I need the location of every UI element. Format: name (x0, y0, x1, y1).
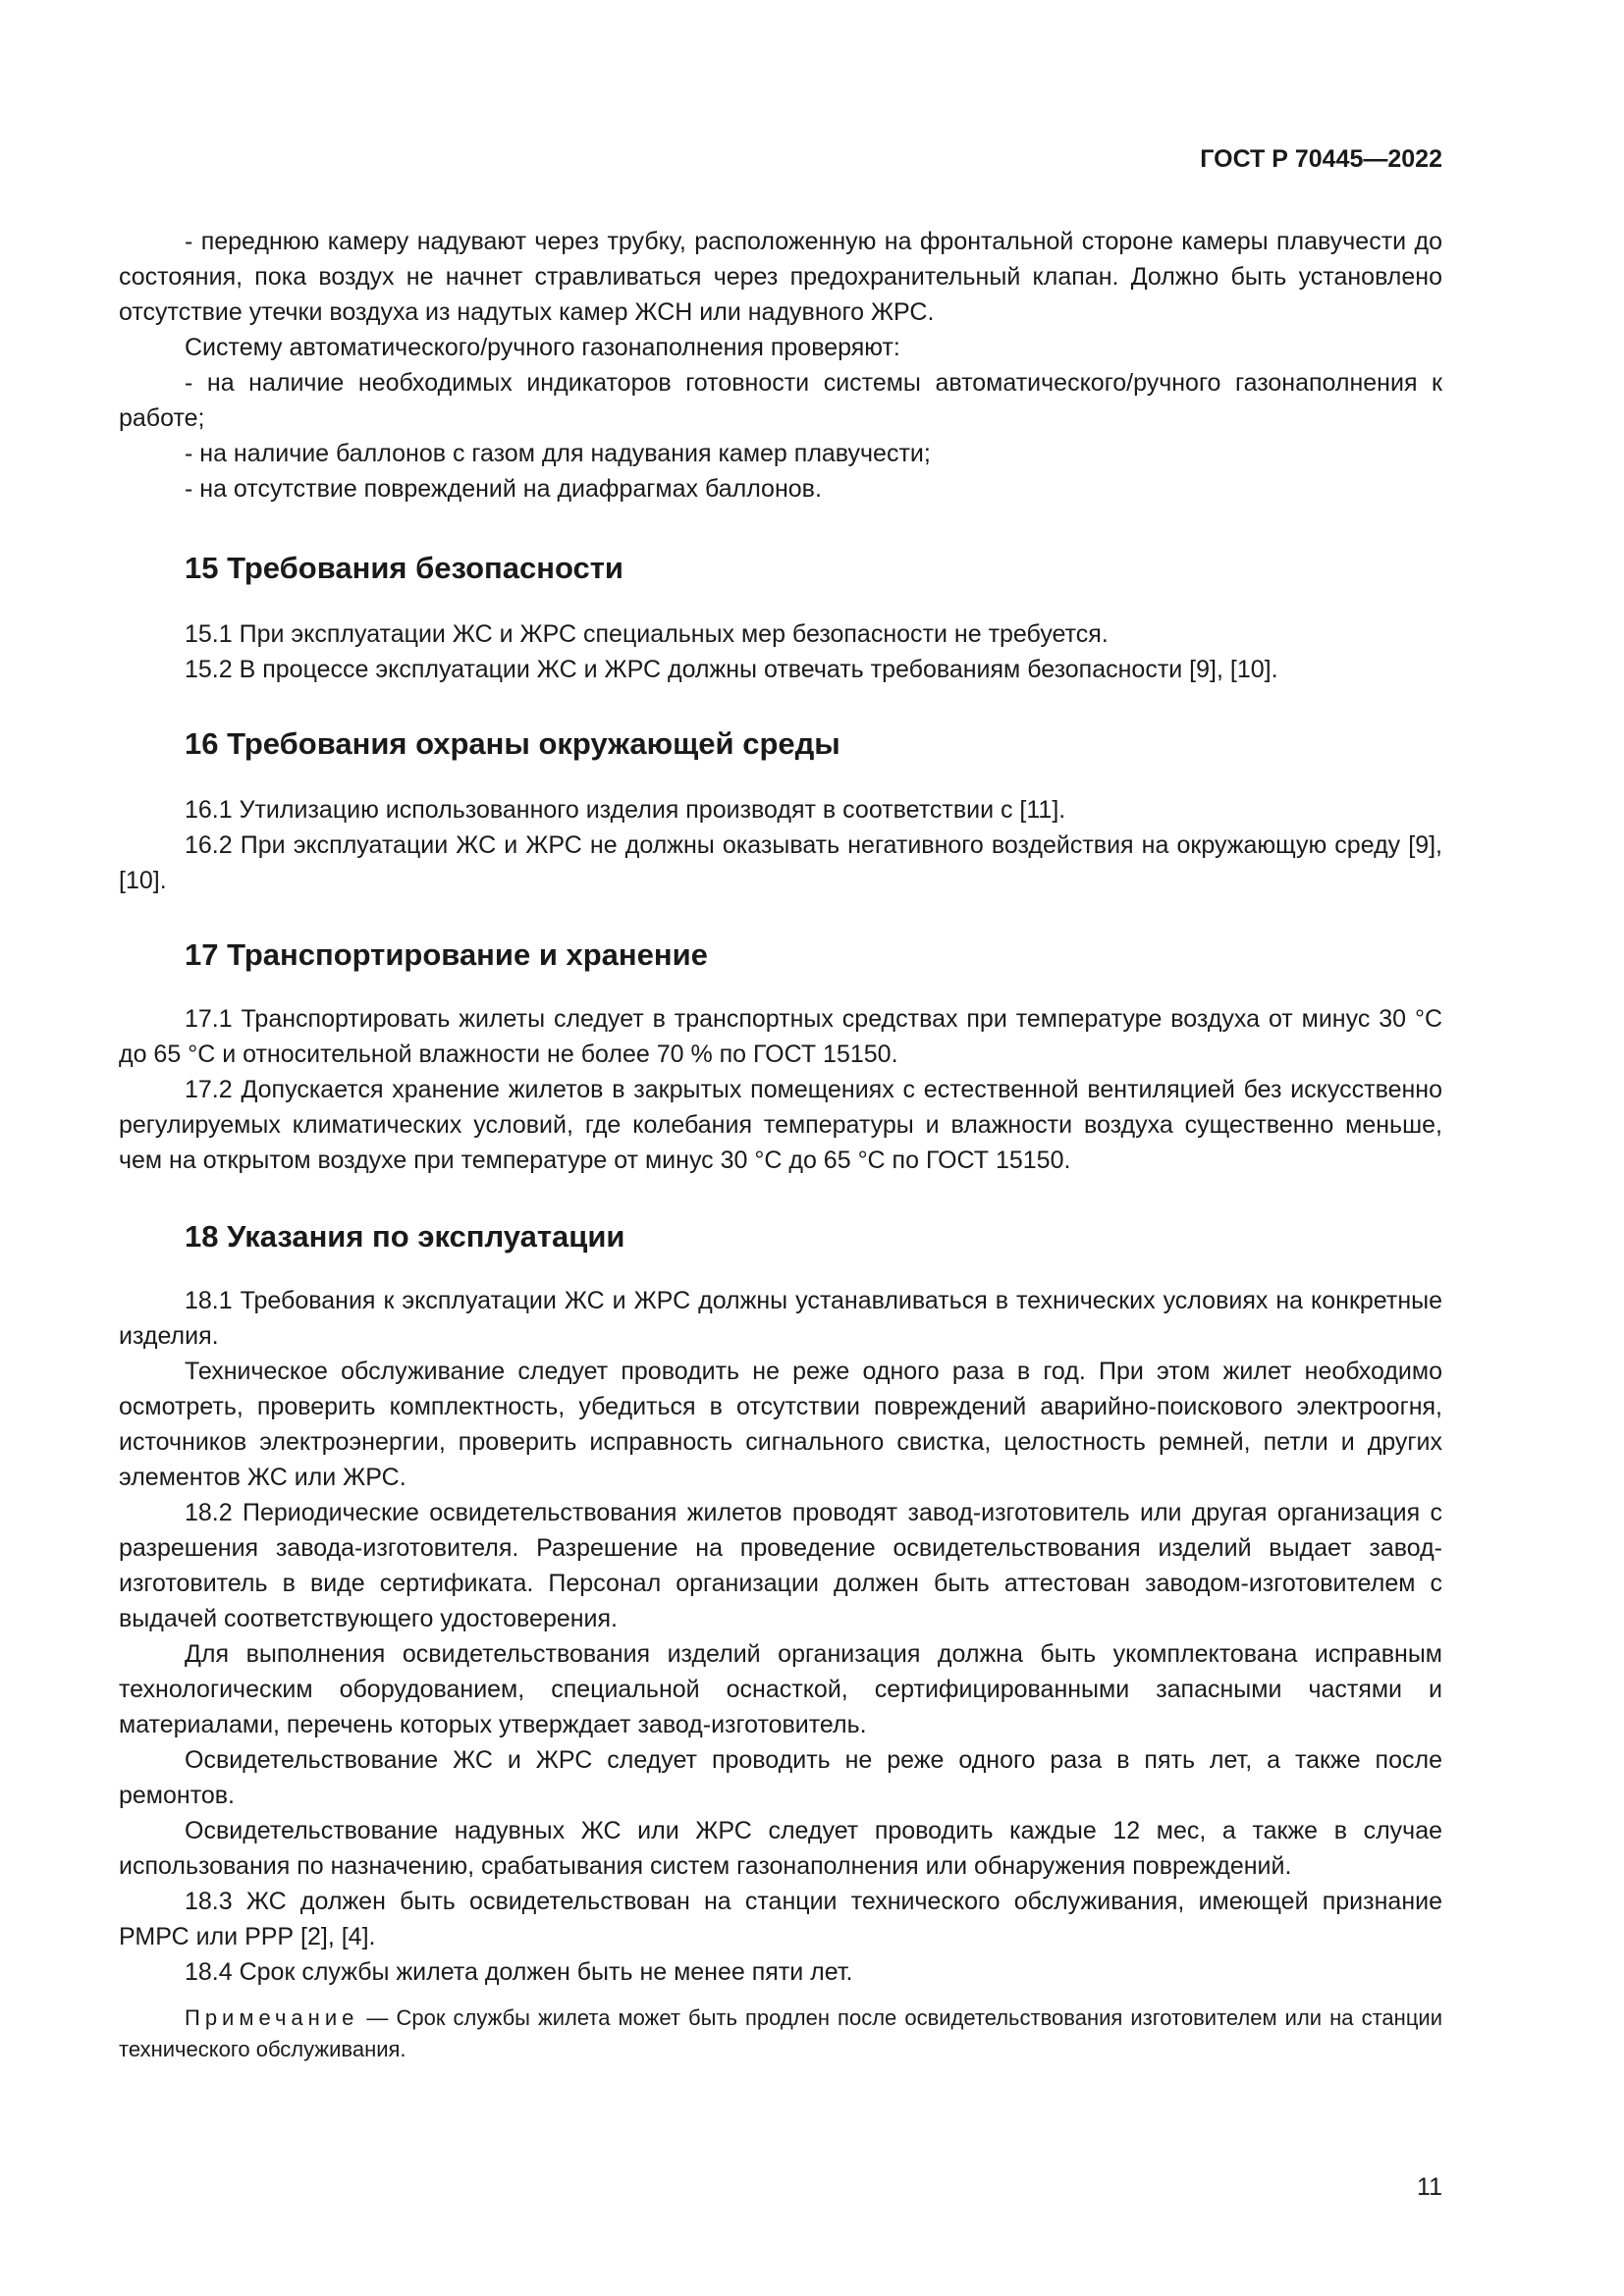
paragraph: - на отсутствие повреждений на диафрагмах баллонов. (185, 475, 822, 503)
section-17-body (119, 1001, 1442, 1178)
paragraph: 18.4 Срок службы жилета должен быть не менее пяти лет. (185, 1958, 853, 1986)
paragraph: Освидетельствование надувных ЖС или ЖРС следует проводить каждые 12 мес, а также в случае использования по назначению, срабатывания систем газонаполнения или обнаружения повреждений. (119, 1817, 1442, 1880)
section-heading: 18 Указания по эксплуатации (185, 1219, 625, 1254)
paragraph: - переднюю камеру надувают через трубку, расположенную на фронтальной стороне камеры плавучести до состояния, пока воздух не начнет стравливаться через предохранительный клапан. Должно быть установлено отсутствие утечки воздуха из надутых камер ЖСН или надувного ЖРС. (119, 228, 1442, 326)
section-15-body (119, 616, 1442, 687)
paragraph: Освидетельствование ЖС и ЖРС следует проводить не реже одного раза в пять лет, а также после ремонтов. (119, 1746, 1442, 1809)
paragraph: 15.2 В процессе эксплуатации ЖС и ЖРС должны отвечать требованиям безопасности [9], [10]. (185, 656, 1278, 683)
section-16 (119, 726, 1442, 762)
page-number: 11 (1417, 2173, 1442, 2201)
paragraph: 18.1 Требования к эксплуатации ЖС и ЖРС должны устанавливаться в технических условиях на конкретные изделия. (119, 1287, 1442, 1350)
note-label: Примечание (185, 2005, 359, 2030)
section-18-body (119, 1283, 1442, 1990)
paragraph: 17.1 Транспортировать жилеты следует в транспортных средствах при температуре воздуха от минус 30 °С до 65 °С и относительной влажности не более 70 % по ГОСТ 15150. (119, 1005, 1442, 1068)
section-18 (119, 1219, 1442, 1255)
section-heading: 15 Требования безопасности (185, 551, 623, 585)
paragraph: 16.2 При эксплуатации ЖС и ЖРС не должны оказывать негативного воздействия на окружающую среду [9], [10]. (119, 831, 1442, 894)
paragraph: - на наличие необходимых индикаторов готовности системы автоматического/ручного газонаполнения к работе; (119, 369, 1442, 432)
section-16-body (119, 792, 1442, 898)
intro-block (119, 224, 1442, 507)
paragraph: 17.2 Допускается хранение жилетов в закрытых помещениях с естественной вентиляцией без искусственно регулируемых климатических условий, где колебания температуры и влажности воздуха существенно меньше, чем на открытом воздухе при температуре от минус 30 °С до 65 °С по ГОСТ 15150. (119, 1076, 1442, 1174)
paragraph: Техническое обслуживание следует проводить не реже одного раза в год. При этом жилет необходимо осмотреть, проверить комплектность, убедиться в отсутствии повреждений аварийно-поискового электроогня, источников электроэнергии, проверить исправность сигнального свистка, целостность ремней, петли и других элементов ЖС или ЖРС. (119, 1358, 1442, 1491)
section-15 (119, 551, 1442, 586)
paragraph: 18.3 ЖС должен быть освидетельствован на станции технического обслуживания, имеющей признание РМРС или РРР [2], [4]. (119, 1888, 1442, 1950)
paragraph: - на наличие баллонов с газом для надувания камер плавучести; (185, 440, 931, 467)
section-17 (119, 937, 1442, 973)
section-heading: 16 Требования охраны окружающей среды (185, 726, 840, 761)
paragraph: Систему автоматического/ручного газонаполнения проверяют: (185, 334, 900, 361)
paragraph: 16.1 Утилизацию использованного изделия производят в соответствии с [11]. (185, 796, 1066, 824)
note (119, 2002, 1442, 2065)
note-text: — Срок службы жилета может быть продлен после освидетельствования изготовителем или на станции технического обслуживания. (119, 2005, 1442, 2061)
section-heading: 17 Транспортирование и хранение (185, 937, 708, 972)
document-header: ГОСТ Р 70445—2022 (1200, 145, 1442, 173)
paragraph: 15.1 При эксплуатации ЖС и ЖРС специальных мер безопасности не требуется. (185, 620, 1109, 648)
paragraph: Для выполнения освидетельствования изделий организация должна быть укомплектована исправным технологическим оборудованием, специальной оснасткой, сертифицированными запасными частями и материалами, перечень которых утверждает завод-изготовитель. (119, 1640, 1442, 1738)
paragraph: 18.2 Периодические освидетельствования жилетов проводят завод-изготовитель или другая организация с разрешения завода-изготовителя. Разрешение на проведение освидетельствования изделий выдает завод-изготовитель в виде сертификата. Персонал организации должен быть аттестован заводом-изготовителем с выдачей соответствующего удостоверения. (119, 1499, 1442, 1632)
